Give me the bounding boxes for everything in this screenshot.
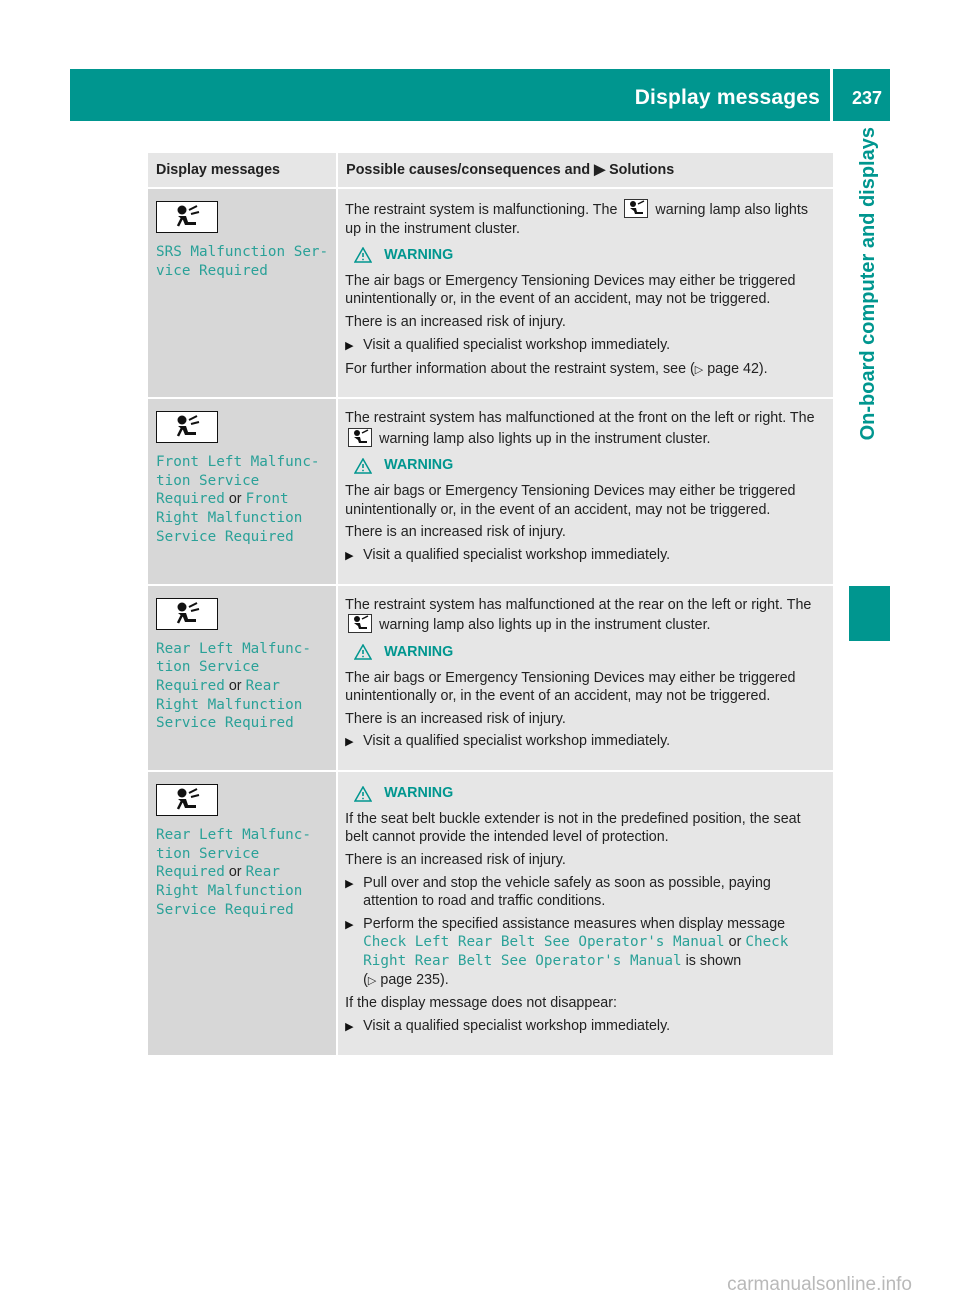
- message-code-line: tion Service: [156, 472, 260, 489]
- step-arrow-icon: ▶: [345, 877, 354, 890]
- risk-text: There is an increased risk of injury.: [345, 524, 566, 541]
- persist-text: If the display message does not disappear:: [345, 995, 617, 1012]
- col-header-causes-text: Possible causes/consequences and: [346, 161, 591, 178]
- message-code-line: Service Required: [156, 528, 294, 545]
- message-cell: [148, 772, 338, 1057]
- message-code-line: Rear Left Malfunc‐: [156, 640, 311, 657]
- srs-warning-icon: [156, 598, 218, 630]
- side-tab-marker: [849, 586, 890, 641]
- warning-triangle-icon: [354, 644, 372, 660]
- srs-warning-icon: [156, 784, 218, 816]
- intro-text: The restraint system has malfunctioned at the front on the left or right. The warning lamp also lights up in the instrument cluster.: [345, 410, 815, 447]
- page-ref-icon: ▷: [367, 974, 377, 987]
- risk-text: There is an increased risk of injury.: [345, 710, 566, 727]
- solution-cell: [338, 189, 833, 399]
- table-row: [148, 399, 833, 586]
- message-code-line: tion Service: [156, 845, 260, 862]
- intro-text: The restraint system has malfunctioned at the rear on the left or right. The warning lamp also lights up in the instrument cluster.: [345, 596, 812, 634]
- solution-arrow-icon: ▶: [594, 161, 606, 178]
- table-row: [148, 586, 833, 773]
- warning-text: The air bags or Emergency Tensioning Devices may either be triggered unintentionally or, in the event of an accident, may not be triggered.: [345, 272, 796, 308]
- solution-step: ▶ Visit a qualified specialist workshop immediately.: [345, 732, 827, 752]
- solution-step: ▶ Perform the specified assistance measures when display message Check Left Rear Belt See Operator's Manual or Check Right Rear Belt See Operator's Manual is shown (▷ page 235).: [345, 915, 827, 990]
- message-code-line: Service Required: [156, 715, 294, 732]
- message-code-line: Front Left Malfunc‐: [156, 454, 320, 471]
- warning-heading: WARNING: [354, 246, 827, 265]
- warning-heading: WARNING: [354, 643, 827, 662]
- warning-text: The air bags or Emergency Tensioning Devices may either be triggered unintentionally or, in the event of an accident, may not be triggered.: [345, 669, 796, 705]
- message-code-line: SRS Malfunction Ser‐: [156, 244, 329, 260]
- page-header: [70, 69, 890, 121]
- message-code-line: vice Required: [156, 262, 268, 279]
- srs-warning-lamp-icon: [348, 428, 372, 447]
- message-code-line: Right Malfunction: [156, 696, 303, 713]
- page-ref-icon: ▷: [694, 363, 704, 376]
- warning-triangle-icon: [354, 247, 372, 263]
- warning-text: The air bags or Emergency Tensioning Devices may either be triggered unintentionally or, in the event of an accident, may not be triggered.: [345, 482, 796, 518]
- solution-cell: [338, 399, 833, 586]
- col-header-solutions-text: Solutions: [609, 161, 675, 178]
- solution-cell: [338, 772, 833, 1057]
- table-row: [148, 772, 833, 1057]
- step-arrow-icon: ▶: [345, 339, 354, 352]
- step-arrow-icon: ▶: [345, 1020, 354, 1033]
- display-messages-table: [148, 153, 833, 1057]
- table-header-row: [148, 153, 833, 189]
- col-header-causes: [338, 153, 833, 189]
- message-cell: [148, 189, 338, 399]
- warning-triangle-icon: [354, 786, 372, 802]
- warning-text: If the seat belt buckle extender is not in the predefined position, the seat belt cannot provide the intended level of protection.: [345, 810, 801, 846]
- header-title: Display messages: [634, 86, 820, 109]
- solution-step: ▶ Visit a qualified specialist workshop immediately.: [345, 336, 827, 356]
- header-divider: [830, 69, 833, 121]
- message-code-line: Rear Left Malfunc‐: [156, 827, 311, 844]
- warning-heading: WARNING: [354, 456, 827, 475]
- page-number: 237: [851, 88, 882, 108]
- srs-warning-lamp-icon: [348, 614, 372, 633]
- solution-step: ▶ Pull over and stop the vehicle safely as soon as possible, paying attention to road and traffic conditions.: [345, 874, 771, 910]
- message-cell: [148, 399, 338, 586]
- side-tab-label: On-board computer and displays: [857, 127, 879, 441]
- warning-triangle-icon: [354, 458, 372, 474]
- srs-warning-lamp-icon: [624, 199, 648, 218]
- srs-warning-icon: [156, 201, 218, 233]
- message-code-line: Right Malfunction: [156, 883, 303, 900]
- message-code-line: tion Service: [156, 659, 260, 676]
- message-code-line: Right Malfunction: [156, 509, 303, 526]
- table-row: [148, 189, 833, 399]
- step-arrow-icon: ▶: [345, 918, 354, 931]
- risk-text: There is an increased risk of injury.: [345, 852, 566, 869]
- step-arrow-icon: ▶: [345, 549, 354, 562]
- warning-heading: WARNING: [354, 784, 827, 803]
- further-info-text: For further information about the restraint system, see (▷ page 42).: [345, 360, 768, 377]
- message-cell: [148, 586, 338, 773]
- risk-text: There is an increased risk of injury.: [345, 313, 566, 330]
- message-code-line: Service Required: [156, 901, 294, 918]
- solution-step: ▶ Visit a qualified specialist workshop immediately.: [345, 1017, 827, 1037]
- step-arrow-icon: ▶: [345, 736, 354, 749]
- solution-cell: [338, 586, 833, 773]
- watermark: carmanualsonline.info: [727, 1274, 912, 1295]
- col-header-messages: Display messages: [148, 153, 338, 189]
- message-code-line: Required or Rear: [156, 677, 280, 694]
- solution-step: ▶ Visit a qualified specialist workshop immediately.: [345, 546, 827, 566]
- message-code-line: Required or Rear: [156, 864, 280, 881]
- intro-text: The restraint system is malfunctioning. The warning lamp also lights up in the instrument cluster.: [345, 199, 827, 238]
- message-code-line: Required or Front: [156, 491, 289, 508]
- srs-warning-icon: [156, 411, 218, 443]
